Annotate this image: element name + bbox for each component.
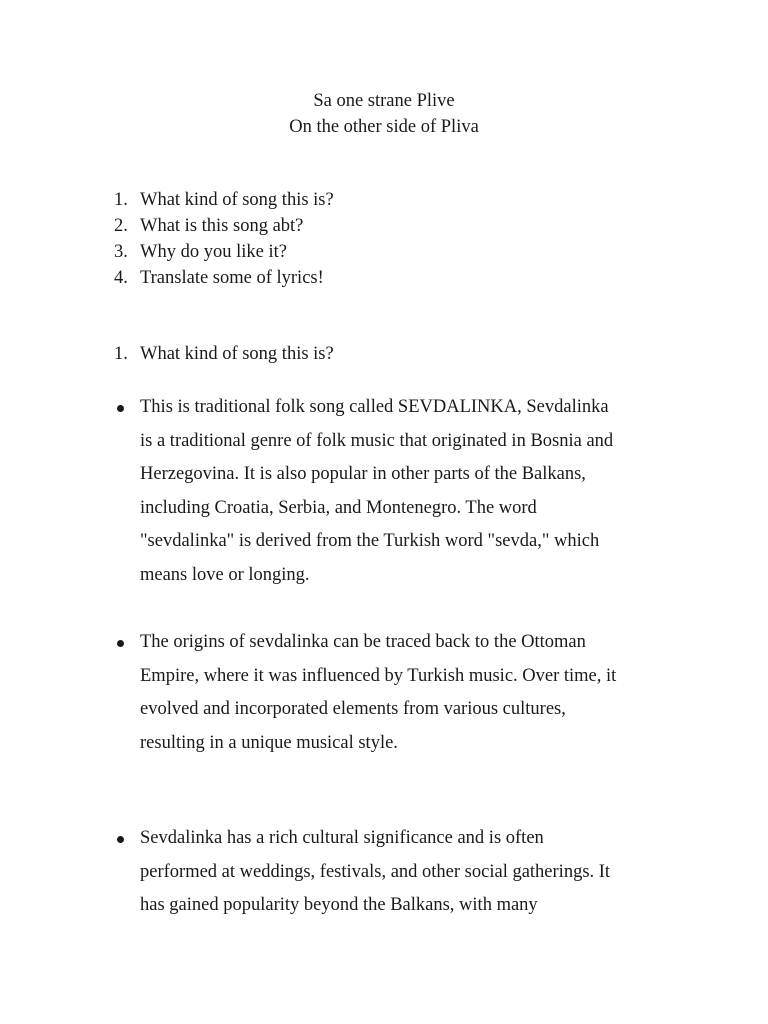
title-line-original: Sa one strane Plive xyxy=(313,91,455,111)
bullet-paragraph xyxy=(114,626,694,760)
question-text: What kind of song this is? xyxy=(140,190,334,210)
paragraph-text xyxy=(140,626,616,760)
question-number: 1. xyxy=(114,190,128,210)
question-number: 3. xyxy=(114,242,128,262)
text-line: "sevdalinka" is derived from the Turkish word "sevda," which xyxy=(140,531,600,552)
question-item xyxy=(114,239,334,265)
title-line-translation: On the other side of Pliva xyxy=(289,117,479,137)
bullet-icon xyxy=(114,626,140,760)
bullet-paragraph xyxy=(114,391,694,593)
text-line: including Croatia, Serbia, and Montenegro. The word xyxy=(140,497,537,518)
section-heading-text: What kind of song this is? xyxy=(140,344,334,364)
question-text: Why do you like it? xyxy=(140,242,287,262)
bullet-paragraph xyxy=(114,822,694,923)
bullet-icon xyxy=(114,391,140,593)
document-title xyxy=(0,88,768,140)
question-list xyxy=(114,187,334,291)
text-line: performed at weddings, festivals, and other social gatherings. It xyxy=(140,861,611,882)
text-line: has gained popularity beyond the Balkans, with many xyxy=(140,895,538,916)
text-line: evolved and incorporated elements from various cultures, xyxy=(140,699,566,720)
text-line: Sevdalinka has a rich cultural significance and is often xyxy=(140,828,544,848)
question-number: 2. xyxy=(114,216,128,236)
question-item xyxy=(114,187,334,213)
bullet-icon xyxy=(114,822,140,923)
question-item xyxy=(114,265,334,291)
text-line: This is traditional folk song called SEVDALINKA, Sevdalinka xyxy=(140,397,609,417)
paragraph-text xyxy=(140,391,613,593)
question-number: 4. xyxy=(114,268,128,288)
section-heading xyxy=(114,341,334,367)
text-line: Empire, where it was influenced by Turkish music. Over time, it xyxy=(140,665,617,686)
text-line: resulting in a unique musical style. xyxy=(140,732,398,753)
text-line: Herzegovina. It is also popular in other parts of the Balkans, xyxy=(140,464,586,485)
text-line: The origins of sevdalinka can be traced back to the Ottoman xyxy=(140,632,586,652)
text-line: is a traditional genre of folk music that originated in Bosnia and xyxy=(140,430,614,451)
question-text: What is this song abt? xyxy=(140,216,304,236)
text-line: means love or longing. xyxy=(140,564,310,585)
question-item xyxy=(114,213,334,239)
paragraph-text xyxy=(140,822,610,923)
section-number: 1. xyxy=(114,344,128,364)
question-text: Translate some of lyrics! xyxy=(140,268,324,288)
